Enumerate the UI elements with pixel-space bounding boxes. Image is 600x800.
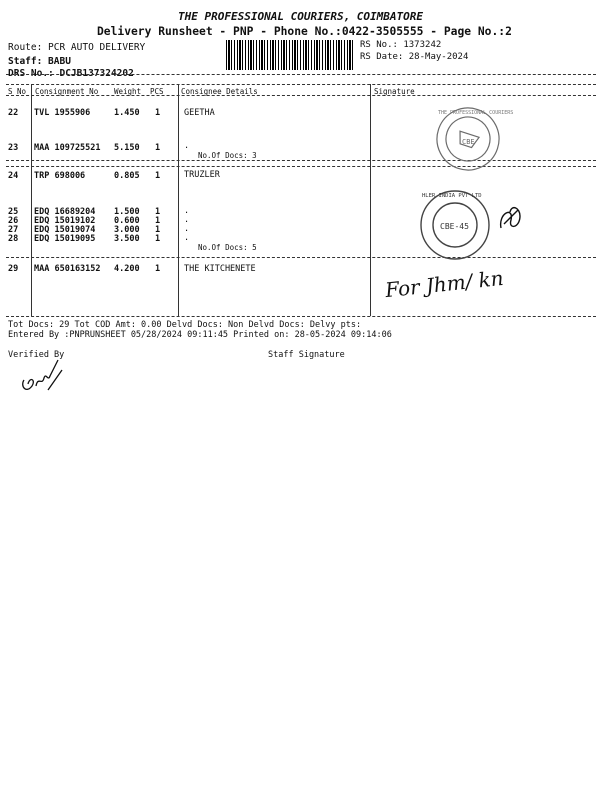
row-consignee: THE KITCHENETE [184,264,256,274]
company-name: THE PROFESSIONAL COURIERS, COIMBATORE [178,10,424,23]
col-header-consignee: Consignee Details [181,87,258,96]
row-sno: 29 [8,264,19,274]
staff-label: Staff: BABU [8,56,71,67]
column-rule [178,84,179,316]
column-rule [31,84,32,316]
row-sno: 27 [8,225,19,235]
header-top-rule [6,84,596,85]
document-title: Delivery Runsheet - PNP - Phone No.:0422-3505555 - Page No.:2 [97,25,512,38]
handwritten-signature [496,198,526,238]
row-consignee: . [184,224,190,234]
barcode [226,40,354,70]
drs-number: DRS No.: DCJB137324202 [8,68,134,79]
row-weight: 4.200 [114,264,140,274]
row-doc-count: No.Of Docs: 5 [198,243,257,252]
table-top-rule [6,74,596,75]
verified-by-label: Verified By [8,350,65,360]
row-pcs: 1 [155,207,161,217]
row-consignment: EDQ 15019095 [34,234,96,244]
row-consignment: EDQ 16689204 [34,207,96,217]
stamp-code: CBE [462,138,475,146]
row-pcs: 1 [155,143,161,153]
row-consignment: EDQ 15019102 [34,216,96,226]
row-consignee: . [184,215,190,225]
rs-date: RS Date: 28-May-2024 [360,52,469,62]
row-consignee: GEETHA [184,108,215,118]
row-sno: 26 [8,216,19,226]
col-header-weight: Weight [114,87,142,96]
row-divider [6,257,596,258]
row-consignee: . [184,206,190,216]
handwritten-signature-text: For Jhm/ kn [384,265,505,303]
row-consignee: . [184,141,190,151]
row-pcs: 1 [155,171,161,181]
row-weight: 3.500 [114,234,140,244]
row-sno: 25 [8,207,19,217]
row-weight: 1.500 [114,207,140,217]
stamp-text: THE PROFESSIONAL COURIERS [438,110,514,116]
courier-stamp [418,104,518,174]
col-header-signature: Signature [374,87,415,96]
row-weight: 0.805 [114,171,140,181]
row-consignee: TRUZLER [184,170,220,180]
route-label: Route: PCR AUTO DELIVERY [8,42,146,53]
row-consignment: MAA 650163152 [34,264,101,274]
rs-number: RS No.: 1373242 [360,40,442,50]
col-header-sno: S No [8,87,27,96]
row-pcs: 1 [155,234,161,244]
row-consignment: MAA 109725521 [34,143,101,153]
row-consignment: EDQ 15019074 [34,225,96,235]
row-sno: 24 [8,171,19,181]
row-sno: 22 [8,108,19,118]
table-bottom-rule [6,316,596,317]
row-doc-count: No.Of Docs: 3 [198,151,257,160]
row-weight: 3.000 [114,225,140,235]
row-pcs: 1 [155,108,161,118]
row-pcs: 1 [155,225,161,235]
row-consignment: TRP 698006 [34,171,86,181]
staff-signature-label: Staff Signature [268,350,345,360]
col-header-pcs: PCS [150,87,164,96]
company-stamp [410,185,500,265]
totals-line: Tot Docs: 29 Tot COD Amt: 0.00 Delvd Docs: Non Delvd Docs: Delvy pts: [8,320,362,330]
row-sno: 23 [8,143,19,153]
row-weight: 0.600 [114,216,140,226]
row-weight: 1.450 [114,108,140,118]
row-consignment: TVL 1955906 [34,108,91,118]
row-weight: 5.150 [114,143,140,153]
row-pcs: 1 [155,264,161,274]
entered-by-line: Entered By :PNPRUNSHEET 05/28/2024 09:11:45 Printed on: 28-05-2024 09:14:06 [8,330,392,340]
row-pcs: 1 [155,216,161,226]
column-rule [370,84,371,316]
verifier-signature [18,356,78,401]
stamp-text: HLER INDIA PVT LTD [422,193,482,199]
stamp-code: CBE-45 [440,222,469,231]
row-consignee: . [184,233,190,243]
col-header-consignment: Consignment No [35,87,99,96]
row-sno: 28 [8,234,19,244]
